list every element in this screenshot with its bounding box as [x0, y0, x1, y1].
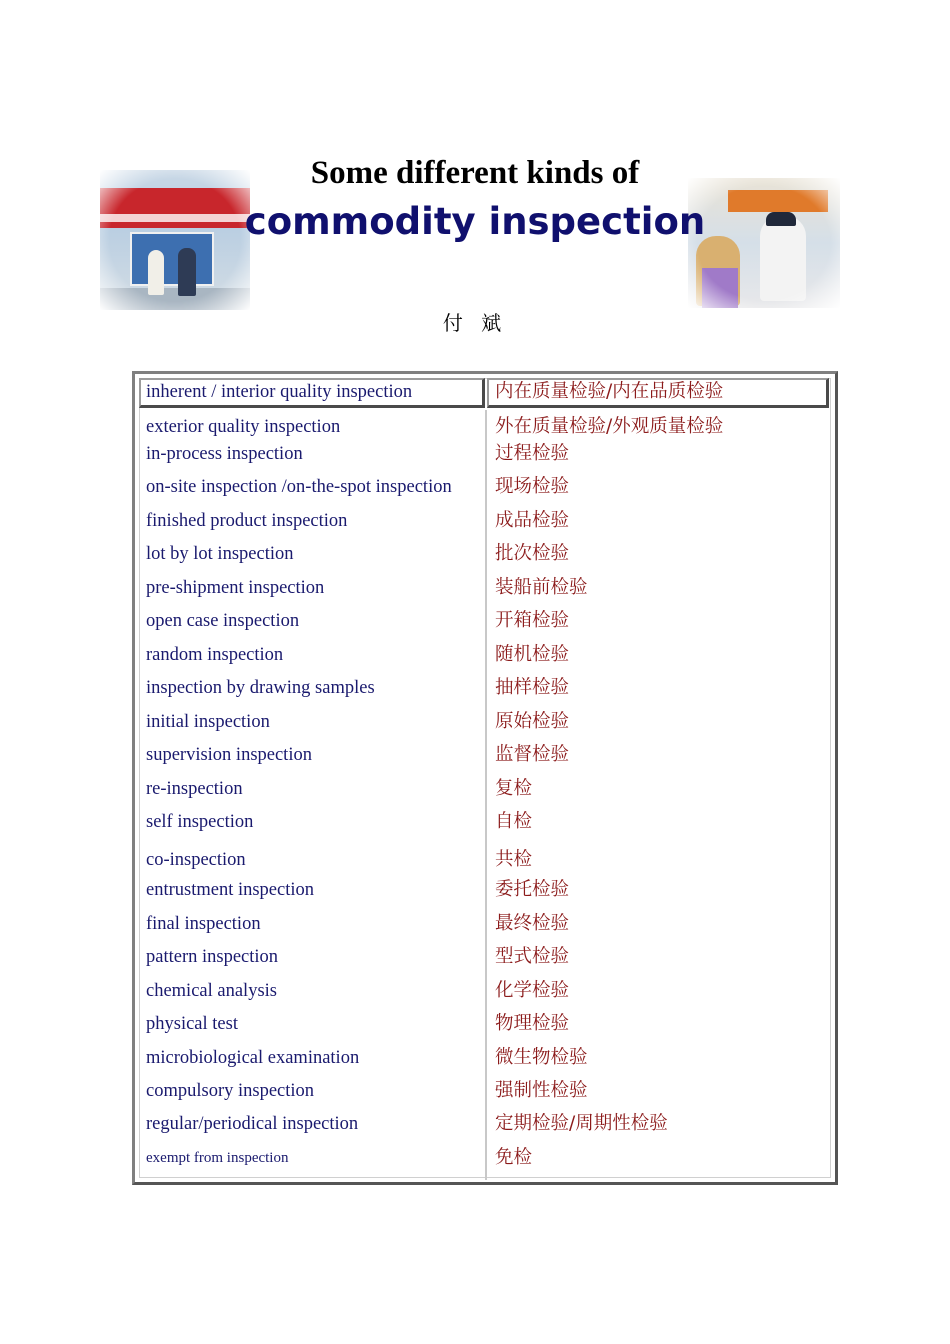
table-row: [135, 944, 835, 970]
term-english: exterior quality inspection: [146, 417, 341, 437]
term-english: pre-shipment inspection: [146, 578, 325, 598]
photo-floor: [100, 288, 250, 310]
table-row: [135, 877, 835, 903]
term-chinese: 内在质量检验/内在品质检验: [495, 381, 724, 402]
term-english: lot by lot inspection: [146, 544, 294, 564]
term-chinese: 现场检验: [495, 476, 570, 497]
term-english: microbiological examination: [146, 1048, 360, 1068]
photo-person: [178, 248, 196, 296]
term-chinese: 委托检验: [495, 879, 570, 900]
table-row: [135, 1145, 835, 1171]
term-english: finished product inspection: [146, 511, 348, 531]
term-chinese: 免检: [495, 1147, 533, 1168]
term-english: physical test: [146, 1014, 238, 1034]
term-english: initial inspection: [146, 712, 270, 732]
term-english: pattern inspection: [146, 947, 279, 967]
term-english: random inspection: [146, 645, 284, 665]
page-subtitle: commodity inspection: [244, 200, 706, 243]
term-chinese: 过程检验: [495, 443, 570, 464]
term-english: final inspection: [146, 914, 261, 934]
term-chinese: 开箱检验: [495, 610, 570, 631]
term-chinese: 共检: [495, 849, 533, 870]
table-row: [135, 847, 835, 873]
table-row: [135, 776, 835, 802]
term-chinese: 化学检验: [495, 980, 570, 1001]
table-row: [135, 608, 835, 634]
term-chinese: 监督检验: [495, 744, 570, 765]
author-name: 付 斌: [442, 311, 508, 335]
table-row: [135, 508, 835, 534]
term-chinese: 复检: [495, 778, 533, 799]
term-english: entrustment inspection: [146, 880, 315, 900]
table-row: [135, 1045, 835, 1071]
term-chinese: 成品检验: [495, 510, 570, 531]
term-english: co-inspection: [146, 850, 246, 870]
table-row: [135, 1011, 835, 1037]
table-row: [135, 809, 835, 835]
term-chinese: 批次检验: [495, 543, 570, 564]
term-chinese: 物理检验: [495, 1013, 570, 1034]
table-row: [135, 1078, 835, 1104]
term-chinese: 外在质量检验/外观质量检验: [495, 416, 724, 437]
table-row: [135, 978, 835, 1004]
term-english: on-site inspection /on-the-spot inspection: [146, 477, 452, 497]
term-english: re-inspection: [146, 779, 243, 799]
term-english: supervision inspection: [146, 745, 312, 765]
page-title: Some different kinds of: [310, 155, 640, 191]
glossary-table: [132, 371, 838, 1185]
table-row: [135, 575, 835, 601]
photo-traveler-shirt: [702, 268, 738, 308]
table-row: [135, 1111, 835, 1137]
term-chinese: 装船前检验: [495, 577, 588, 598]
term-english: compulsory inspection: [146, 1081, 315, 1101]
term-chinese: 随机检验: [495, 644, 570, 665]
term-english: self inspection: [146, 812, 254, 832]
term-english: inspection by drawing samples: [146, 678, 375, 698]
table-header-row: [135, 379, 835, 405]
term-english: in-process inspection: [146, 444, 303, 464]
term-english: regular/periodical inspection: [146, 1114, 359, 1134]
photo-person: [148, 250, 164, 295]
table-row: [135, 675, 835, 701]
term-chinese: 原始检验: [495, 711, 570, 732]
table-row: [135, 414, 835, 440]
term-chinese: 抽样检验: [495, 677, 570, 698]
term-chinese: 微生物检验: [495, 1047, 588, 1068]
table-row: [135, 642, 835, 668]
table-row: [135, 541, 835, 567]
term-english: chemical analysis: [146, 981, 277, 1001]
table-row: [135, 742, 835, 768]
table-row: [135, 474, 835, 500]
term-chinese: 自检: [495, 811, 533, 832]
table-row: [135, 441, 835, 467]
term-chinese: 强制性检验: [495, 1080, 588, 1101]
term-chinese: 定期检验/周期性检验: [495, 1113, 668, 1134]
term-english: exempt from inspection: [146, 1150, 289, 1166]
table-row: [135, 911, 835, 937]
term-chinese: 型式检验: [495, 946, 570, 967]
term-english: inherent / interior quality inspection: [146, 382, 413, 402]
table-row: [135, 709, 835, 735]
term-chinese: 最终检验: [495, 913, 570, 934]
term-english: open case inspection: [146, 611, 300, 631]
